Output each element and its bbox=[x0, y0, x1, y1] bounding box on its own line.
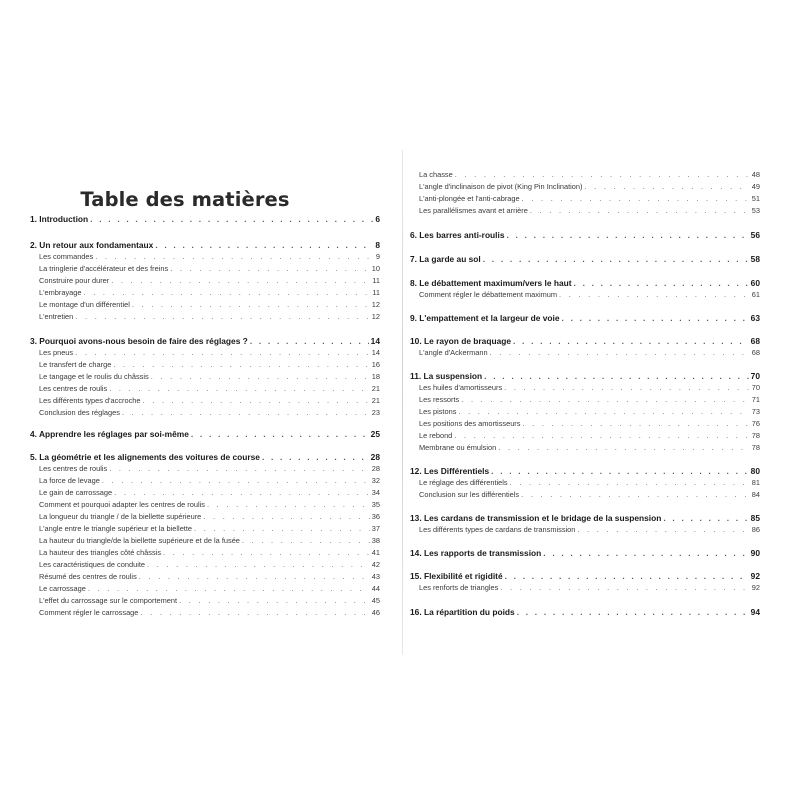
dot-leader bbox=[517, 608, 749, 616]
toc-page-number: 18 bbox=[371, 372, 380, 381]
dot-leader bbox=[75, 349, 370, 356]
toc-page-number: 45 bbox=[371, 596, 380, 605]
toc-section-entry bbox=[410, 432, 760, 439]
toc-entry-label: Le montage d'un différentiel bbox=[39, 300, 130, 309]
dot-leader bbox=[455, 171, 750, 178]
toc-chapter-entry bbox=[410, 372, 760, 380]
toc-section-entry bbox=[410, 479, 760, 486]
dot-leader bbox=[461, 396, 750, 403]
dot-leader bbox=[140, 609, 369, 616]
toc-page-number: 11 bbox=[372, 276, 380, 285]
toc-page-number: 12 bbox=[371, 312, 380, 321]
toc-entry-label: Construire pour durer bbox=[39, 276, 110, 285]
toc-page-number: 80 bbox=[750, 466, 760, 476]
dot-leader bbox=[522, 420, 749, 427]
toc-page-number: 92 bbox=[750, 571, 760, 581]
toc-page-number: 70 bbox=[750, 371, 760, 381]
toc-entry-label: Les centres de roulis bbox=[39, 464, 108, 473]
dot-leader bbox=[163, 549, 370, 556]
dot-leader bbox=[170, 265, 370, 272]
dot-leader bbox=[507, 231, 749, 239]
toc-page-number: 42 bbox=[371, 560, 380, 569]
toc-section-entry bbox=[30, 373, 380, 380]
toc-page-number: 49 bbox=[751, 182, 760, 191]
toc-entry-label: L'angle d'inclinaison de pivot (King Pin Inclination) bbox=[419, 182, 583, 191]
toc-section-entry bbox=[30, 301, 380, 308]
toc-entry-label: 1. Introduction bbox=[30, 214, 89, 224]
dot-leader bbox=[75, 313, 369, 320]
toc-entry-label: Les caractéristiques de conduite bbox=[39, 560, 145, 569]
toc-chapter-entry bbox=[30, 337, 380, 345]
toc-chapter-entry bbox=[30, 241, 380, 249]
toc-entry-label: Les ressorts bbox=[419, 395, 460, 404]
toc-entry-label: Les différents types d'accroche bbox=[39, 396, 141, 405]
dot-leader bbox=[111, 277, 370, 284]
toc-section-entry bbox=[30, 513, 380, 520]
toc-page-number: 81 bbox=[751, 478, 760, 487]
toc-chapter-entry bbox=[410, 549, 760, 557]
dot-leader bbox=[109, 465, 370, 472]
toc-entry-label: Les pneus bbox=[39, 348, 74, 357]
toc-chapter-entry bbox=[410, 572, 760, 580]
toc-page-number: 6 bbox=[375, 214, 380, 224]
toc-page-number: 34 bbox=[371, 488, 380, 497]
toc-chapter-entry bbox=[30, 215, 380, 223]
toc-entry-label: Membrane ou émulsion bbox=[419, 443, 497, 452]
dot-leader bbox=[84, 289, 371, 296]
toc-entry-label: Les renforts de triangles bbox=[419, 583, 499, 592]
toc-page-number: 58 bbox=[750, 254, 760, 264]
dot-leader bbox=[458, 408, 749, 415]
toc-section-entry bbox=[30, 537, 380, 544]
dot-leader bbox=[88, 585, 370, 592]
toc-section-entry bbox=[30, 385, 380, 392]
toc-section-entry bbox=[410, 408, 760, 415]
toc-page-number: 44 bbox=[371, 584, 380, 593]
toc-page-number: 86 bbox=[751, 525, 760, 534]
toc-section-entry bbox=[30, 549, 380, 556]
toc-entry-label: 4. Apprendre les réglages par soi-même bbox=[30, 429, 189, 439]
dot-leader bbox=[109, 385, 370, 392]
toc-page-number: 53 bbox=[751, 206, 760, 215]
toc-entry-label: 14. Les rapports de transmission bbox=[410, 548, 542, 558]
toc-section-entry bbox=[30, 349, 380, 356]
dot-leader bbox=[574, 279, 749, 287]
toc-page-number: 51 bbox=[751, 194, 760, 203]
toc-section-entry bbox=[410, 584, 760, 591]
toc-entry-label: Les huiles d'amortisseurs bbox=[419, 383, 503, 392]
toc-entry-label: Le transfert de charge bbox=[39, 360, 112, 369]
toc-entry-label: La chasse bbox=[419, 170, 453, 179]
toc-entry-label: La hauteur du triangle/de la biellette supérieure et de la fusée bbox=[39, 536, 240, 545]
toc-section-entry bbox=[30, 313, 380, 320]
toc-entry-label: 5. La géométrie et les alignements des voitures de course bbox=[30, 452, 260, 462]
toc-entry-label: 6. Les barres anti-roulis bbox=[410, 230, 505, 240]
toc-entry-label: 16. La répartition du poids bbox=[410, 607, 515, 617]
dot-leader bbox=[521, 491, 750, 498]
dot-leader bbox=[207, 501, 370, 508]
dot-leader bbox=[155, 241, 373, 249]
page-gutter bbox=[402, 150, 403, 655]
toc-entry-label: Comment régler le débattement maximum bbox=[419, 290, 558, 299]
toc-page-number: 70 bbox=[751, 383, 760, 392]
toc-page-number: 56 bbox=[750, 230, 760, 240]
toc-section-entry bbox=[30, 477, 380, 484]
toc-page-number: 60 bbox=[750, 278, 760, 288]
toc-section-entry bbox=[30, 277, 380, 284]
toc-section-entry bbox=[410, 171, 760, 178]
toc-page-number: 23 bbox=[371, 408, 380, 417]
toc-section-entry bbox=[410, 396, 760, 403]
toc-section-entry bbox=[410, 195, 760, 202]
toc-entry-label: L'angle d'Ackermann bbox=[419, 348, 488, 357]
dot-leader bbox=[151, 373, 370, 380]
toc-chapter-entry bbox=[410, 255, 760, 263]
toc-page-number: 9 bbox=[375, 252, 380, 261]
toc-section-entry bbox=[410, 183, 760, 190]
toc-page-number: 92 bbox=[751, 583, 760, 592]
toc-entry-label: Le réglage des différentiels bbox=[419, 478, 508, 487]
toc-page-number: 21 bbox=[371, 396, 380, 405]
toc-page-number: 10 bbox=[371, 264, 380, 273]
toc-entry-label: 10. Le rayon de braquage bbox=[410, 336, 511, 346]
dot-leader bbox=[577, 526, 749, 533]
dot-leader bbox=[513, 337, 749, 345]
toc-page-number: 25 bbox=[370, 429, 380, 439]
toc-section-entry bbox=[30, 573, 380, 580]
toc-page-number: 16 bbox=[371, 360, 380, 369]
toc-section-entry bbox=[30, 409, 380, 416]
toc-entry-label: La longueur du triangle / de la biellette supérieure bbox=[39, 512, 202, 521]
toc-chapter-entry bbox=[410, 337, 760, 345]
dot-leader bbox=[132, 301, 370, 308]
dot-leader bbox=[543, 549, 748, 557]
toc-page-number: 14 bbox=[370, 336, 380, 346]
toc-page-number: 61 bbox=[751, 290, 760, 299]
toc-entry-label: Les pistons bbox=[419, 407, 457, 416]
dot-leader bbox=[139, 573, 370, 580]
toc-section-entry bbox=[410, 207, 760, 214]
toc-section-entry bbox=[30, 289, 380, 296]
toc-entry-label: Les centres de roulis bbox=[39, 384, 108, 393]
toc-chapter-entry bbox=[30, 453, 380, 461]
dot-leader bbox=[122, 409, 370, 416]
toc-page-number: 94 bbox=[750, 607, 760, 617]
dot-leader bbox=[500, 584, 749, 591]
dot-leader bbox=[143, 397, 370, 404]
toc-page-number: 28 bbox=[370, 452, 380, 462]
toc-entry-label: 12. Les Différentiels bbox=[410, 466, 490, 476]
toc-page-number: 38 bbox=[371, 536, 380, 545]
toc-page-number: 73 bbox=[751, 407, 760, 416]
dot-leader bbox=[191, 430, 369, 438]
dot-leader bbox=[203, 513, 369, 520]
dot-leader bbox=[113, 361, 369, 368]
toc-title: Table des matières bbox=[80, 188, 290, 211]
dot-leader bbox=[498, 444, 750, 451]
toc-page-number: 46 bbox=[371, 608, 380, 617]
dot-leader bbox=[250, 337, 369, 345]
dot-leader bbox=[505, 572, 749, 580]
dot-leader bbox=[562, 314, 749, 322]
toc-entry-label: Conclusion sur les différentiels bbox=[419, 490, 520, 499]
toc-entry-label: Conclusion des réglages bbox=[39, 408, 120, 417]
toc-entry-label: L'angle entre le triangle supérieur et la biellette bbox=[39, 524, 193, 533]
dot-leader bbox=[490, 349, 750, 356]
toc-section-entry bbox=[30, 465, 380, 472]
toc-section-entry bbox=[30, 585, 380, 592]
toc-section-entry bbox=[410, 526, 760, 533]
toc-page-number: 85 bbox=[750, 513, 760, 523]
dot-leader bbox=[454, 432, 749, 439]
toc-entry-label: Le tangage et le roulis du châssis bbox=[39, 372, 149, 381]
toc-page-number: 90 bbox=[750, 548, 760, 558]
right-page bbox=[410, 162, 760, 632]
toc-page-number: 11 bbox=[372, 288, 380, 297]
dot-leader bbox=[484, 372, 749, 380]
toc-page-number: 84 bbox=[751, 490, 760, 499]
toc-page-number: 37 bbox=[371, 524, 380, 533]
toc-page-number: 68 bbox=[751, 348, 760, 357]
toc-section-entry bbox=[30, 525, 380, 532]
toc-page-number: 32 bbox=[371, 476, 380, 485]
toc-page-number: 43 bbox=[371, 572, 380, 581]
toc-entry-label: Le gain de carrossage bbox=[39, 488, 113, 497]
left-page bbox=[30, 162, 380, 632]
toc-entry-label: 7. La garde au sol bbox=[410, 254, 481, 264]
toc-entry-label: 11. La suspension bbox=[410, 371, 483, 381]
toc-section-entry bbox=[30, 489, 380, 496]
toc-entry-label: Résumé des centres de roulis bbox=[39, 572, 137, 581]
dot-leader bbox=[663, 514, 748, 522]
toc-entry-label: Le carrossage bbox=[39, 584, 86, 593]
toc-section-entry bbox=[30, 265, 380, 272]
toc-section-entry bbox=[30, 609, 380, 616]
toc-entry-label: Comment et pourquoi adapter les centres de roulis bbox=[39, 500, 205, 509]
toc-section-entry bbox=[410, 384, 760, 391]
toc-section-entry bbox=[30, 253, 380, 260]
toc-entry-label: La tringlerie d'accélérateur et des freins bbox=[39, 264, 169, 273]
dot-leader bbox=[179, 597, 370, 604]
dot-leader bbox=[530, 207, 750, 214]
toc-entry-label: 9. L'empattement et la largeur de voie bbox=[410, 313, 560, 323]
toc-entry-label: Les commandes bbox=[39, 252, 94, 261]
toc-entry-label: 3. Pourquoi avons-nous besoin de faire des réglages ? bbox=[30, 336, 248, 346]
toc-page-number: 78 bbox=[751, 431, 760, 440]
toc-chapter-entry bbox=[410, 314, 760, 322]
toc-page-number: 78 bbox=[751, 443, 760, 452]
dot-leader bbox=[90, 215, 373, 223]
toc-section-entry bbox=[410, 444, 760, 451]
toc-chapter-entry bbox=[410, 608, 760, 616]
toc-section-entry bbox=[30, 501, 380, 508]
toc-entry-label: Les parallélismes avant et arrière bbox=[419, 206, 528, 215]
toc-section-entry bbox=[410, 420, 760, 427]
dot-leader bbox=[522, 195, 750, 202]
dot-leader bbox=[559, 291, 750, 298]
toc-page-number: 28 bbox=[371, 464, 380, 473]
toc-chapter-entry bbox=[410, 231, 760, 239]
toc-page-number: 68 bbox=[750, 336, 760, 346]
dot-leader bbox=[194, 525, 370, 532]
toc-page-number: 48 bbox=[751, 170, 760, 179]
dot-leader bbox=[102, 477, 370, 484]
toc-entry-label: Les différents types de cardans de transmission bbox=[419, 525, 576, 534]
toc-section-entry bbox=[30, 561, 380, 568]
toc-page-number: 8 bbox=[375, 240, 380, 250]
toc-entry-label: 15. Flexibilité et rigidité bbox=[410, 571, 503, 581]
toc-page-number: 14 bbox=[371, 348, 380, 357]
toc-page-number: 36 bbox=[371, 512, 380, 521]
toc-entry-label: 2. Un retour aux fondamentaux bbox=[30, 240, 154, 250]
toc-entry-label: La hauteur des triangles côté châssis bbox=[39, 548, 162, 557]
dot-leader bbox=[147, 561, 370, 568]
toc-entry-label: L'effet du carrossage sur le comportement bbox=[39, 596, 178, 605]
dot-leader bbox=[95, 253, 374, 260]
toc-entry-label: 8. Le débattement maximum/vers le haut bbox=[410, 278, 572, 288]
toc-section-entry bbox=[30, 361, 380, 368]
toc-section-entry bbox=[410, 291, 760, 298]
toc-section-entry bbox=[30, 397, 380, 404]
toc-entry-label: Le rebond bbox=[419, 431, 453, 440]
toc-chapter-entry bbox=[30, 430, 380, 438]
dot-leader bbox=[114, 489, 370, 496]
toc-section-entry bbox=[410, 491, 760, 498]
dot-leader bbox=[483, 255, 749, 263]
toc-section-entry bbox=[410, 349, 760, 356]
dot-leader bbox=[262, 453, 369, 461]
toc-page-number: 21 bbox=[371, 384, 380, 393]
toc-entry-label: Comment régler le carrossage bbox=[39, 608, 139, 617]
toc-entry-label: L'anti-plongée et l'anti-cabrage bbox=[419, 194, 520, 203]
toc-chapter-entry bbox=[410, 279, 760, 287]
toc-chapter-entry bbox=[410, 514, 760, 522]
toc-entry-label: L'entretien bbox=[39, 312, 74, 321]
toc-chapter-entry bbox=[410, 467, 760, 475]
dot-leader bbox=[584, 183, 749, 190]
toc-entry-label: 13. Les cardans de transmission et le bridage de la suspension bbox=[410, 513, 662, 523]
toc-section-entry bbox=[30, 597, 380, 604]
dot-leader bbox=[504, 384, 750, 391]
toc-entry-label: Les positions des amortisseurs bbox=[419, 419, 521, 428]
toc-page-number: 41 bbox=[371, 548, 380, 557]
toc-entry-label: L'embrayage bbox=[39, 288, 82, 297]
dot-leader bbox=[242, 537, 370, 544]
toc-page-number: 71 bbox=[751, 395, 760, 404]
toc-page-number: 12 bbox=[371, 300, 380, 309]
dot-leader bbox=[510, 479, 750, 486]
dot-leader bbox=[491, 467, 749, 475]
toc-entry-label: La force de levage bbox=[39, 476, 100, 485]
toc-page-number: 63 bbox=[750, 313, 760, 323]
toc-page-number: 35 bbox=[371, 500, 380, 509]
toc-page-number: 76 bbox=[751, 419, 760, 428]
